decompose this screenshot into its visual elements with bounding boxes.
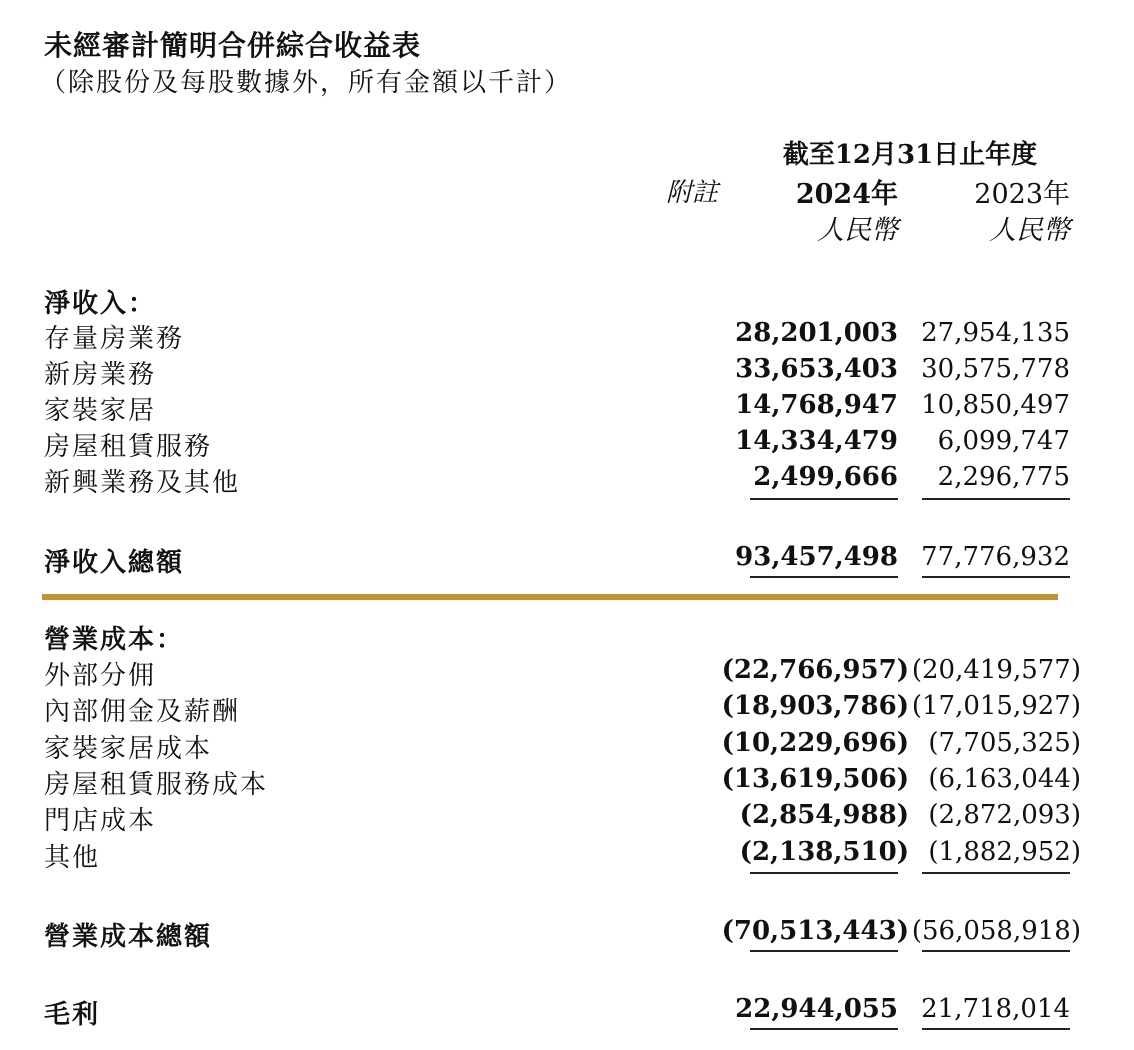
- costs-total-2024: (70,513,443): [721, 916, 909, 946]
- statement-subtitle: （除股份及每股數據外，所有金額以千計）: [40, 68, 573, 98]
- cost-row-2024: (2,138,510): [739, 837, 909, 867]
- currency-2023-header: 人民幣: [989, 215, 1070, 246]
- subtotal-rule-2023: [922, 872, 1070, 874]
- gross-profit-2023: 21,718,014: [921, 994, 1070, 1024]
- revenue-row-2024: 28,201,003: [735, 318, 898, 348]
- revenue-total-2024: 93,457,498: [735, 542, 898, 572]
- revenue-row-2024: 14,768,947: [735, 390, 898, 420]
- period-header: 截至12月31日止年度: [782, 140, 1038, 170]
- revenue-row-2023: 2,296,775: [937, 462, 1070, 492]
- gross-profit-rule-2024: [750, 1028, 898, 1030]
- revenue-row-2024: 2,499,666: [753, 462, 898, 492]
- revenue-row-2023: 10,850,497: [921, 390, 1070, 420]
- cost-row-2023: (2,872,093): [928, 800, 1081, 830]
- revenue-row-label: 家裝家居: [44, 396, 157, 426]
- revenue-heading: 淨收入：: [44, 289, 157, 319]
- cost-row-2024: (10,229,696): [721, 728, 909, 758]
- gross-profit-label: 毛利: [44, 1000, 101, 1030]
- revenue-row-2023: 6,099,747: [937, 426, 1070, 456]
- cost-row-2024: (13,619,506): [721, 764, 909, 794]
- statement-title: 未經審計簡明合併綜合收益表: [44, 29, 422, 62]
- total-rule-2023: [922, 576, 1070, 578]
- revenue-total-2023: 77,776,932: [921, 542, 1070, 572]
- subtotal-rule-2023: [922, 498, 1070, 500]
- cost-row-label: 外部分佣: [44, 661, 157, 691]
- cost-row-label: 房屋租賃服務成本: [44, 770, 269, 800]
- revenue-row-2023: 27,954,135: [921, 318, 1070, 348]
- cost-row-2023: (17,015,927): [911, 691, 1081, 721]
- gross-profit-rule-2023: [922, 1028, 1070, 1030]
- costs-total-2023: (56,058,918): [911, 916, 1081, 946]
- cost-row-2024: (2,854,988): [739, 800, 909, 830]
- total-rule-2024: [750, 576, 898, 578]
- cost-row-2024: (18,903,786): [721, 691, 909, 721]
- cost-row-2023: (6,163,044): [928, 764, 1081, 794]
- note-column-header: 附註: [666, 178, 719, 208]
- revenue-total-label: 淨收入總額: [44, 548, 185, 578]
- year-2023-header: 2023年: [974, 179, 1070, 210]
- gross-profit-2024: 22,944,055: [735, 994, 898, 1024]
- revenue-row-label: 新房業務: [44, 360, 157, 390]
- total-rule-2023: [922, 950, 1070, 952]
- cost-row-2023: (1,882,952): [928, 837, 1081, 867]
- revenue-row-2024: 33,653,403: [735, 354, 898, 384]
- subtotal-rule-2024: [750, 872, 898, 874]
- currency-2024-header: 人民幣: [817, 215, 898, 246]
- revenue-row-label: 存量房業務: [44, 324, 185, 354]
- cost-row-label: 門店成本: [44, 806, 157, 836]
- total-rule-2024: [750, 950, 898, 952]
- costs-heading: 營業成本：: [44, 625, 185, 655]
- section-divider: [42, 594, 1058, 600]
- revenue-row-label: 新興業務及其他: [44, 468, 241, 498]
- subtotal-rule-2024: [750, 498, 898, 500]
- cost-row-2023: (7,705,325): [928, 728, 1081, 758]
- revenue-row-label: 房屋租賃服務: [44, 432, 213, 462]
- cost-row-label: 家裝家居成本: [44, 734, 213, 764]
- revenue-row-2023: 30,575,778: [921, 354, 1070, 384]
- revenue-row-2024: 14,334,479: [735, 426, 898, 456]
- cost-row-2023: (20,419,577): [911, 655, 1081, 685]
- year-2024-header: 2024年: [795, 179, 898, 210]
- cost-row-label: 其他: [44, 843, 101, 873]
- costs-total-label: 營業成本總額: [44, 922, 213, 952]
- cost-row-2024: (22,766,957): [721, 655, 909, 685]
- cost-row-label: 內部佣金及薪酬: [44, 697, 241, 727]
